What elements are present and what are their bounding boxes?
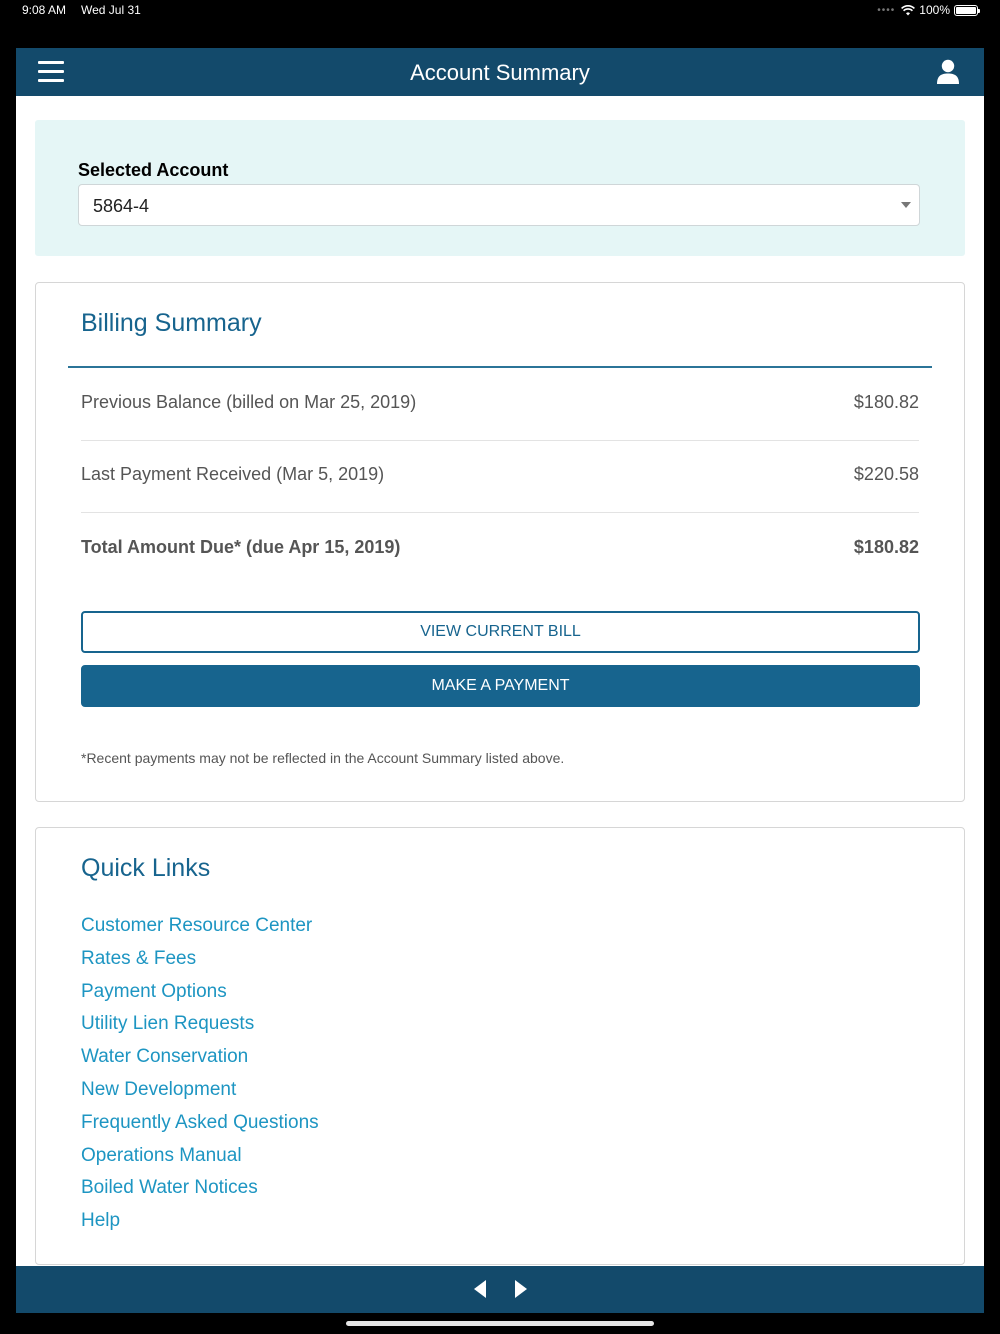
quick-link-customer-resource-center[interactable]: Customer Resource Center bbox=[81, 915, 313, 936]
billing-summary-title: Billing Summary bbox=[81, 309, 262, 337]
bill-row-previous-balance bbox=[81, 369, 919, 441]
battery-percent: 100% bbox=[919, 3, 950, 17]
quick-link-faq[interactable]: Frequently Asked Questions bbox=[81, 1111, 319, 1133]
account-dropdown-value: 5864-4 bbox=[93, 196, 150, 216]
bottom-toolbar bbox=[16, 1266, 984, 1313]
quick-links-list bbox=[81, 914, 319, 1242]
account-dropdown[interactable] bbox=[78, 184, 920, 226]
home-indicator[interactable] bbox=[346, 1321, 654, 1326]
account-selector-panel bbox=[35, 120, 965, 256]
bill-row-label: Total Amount Due* (due Apr 15, 2019) bbox=[81, 537, 401, 557]
quick-link-rates-fees[interactable]: Rates & Fees bbox=[81, 947, 197, 969]
quick-links-card bbox=[35, 827, 965, 1265]
battery-icon bbox=[954, 5, 978, 16]
status-date: Wed Jul 31 bbox=[81, 3, 141, 17]
bill-row-amount: $180.82 bbox=[853, 537, 919, 557]
view-current-bill-button[interactable]: VIEW CURRENT BILL bbox=[81, 611, 920, 653]
status-indicators bbox=[877, 3, 978, 17]
quick-link-help[interactable]: Help bbox=[81, 1210, 121, 1232]
cellular-dots-icon: •••• bbox=[877, 4, 896, 16]
quick-links-title: Quick Links bbox=[81, 854, 211, 882]
quick-link-payment-options[interactable]: Payment Options bbox=[81, 980, 227, 1002]
bill-row-last-payment bbox=[81, 441, 919, 513]
forward-arrow-icon[interactable] bbox=[515, 1280, 527, 1298]
quick-link-new-development[interactable]: New Development bbox=[81, 1078, 237, 1100]
status-bar bbox=[0, 0, 1000, 22]
make-payment-button[interactable]: MAKE A PAYMENT bbox=[81, 665, 920, 707]
selected-account-label: Selected Account bbox=[78, 160, 229, 180]
top-navbar bbox=[16, 48, 984, 96]
quick-link-utility-lien-requests[interactable]: Utility Lien Requests bbox=[81, 1013, 255, 1035]
bill-row-label: Last Payment Received (Mar 5, 2019) bbox=[81, 464, 385, 484]
bill-row-total-due bbox=[81, 514, 919, 586]
user-profile-icon[interactable] bbox=[936, 59, 960, 85]
billing-summary-card bbox=[35, 282, 965, 802]
page-title: Account Summary bbox=[410, 60, 590, 85]
chevron-down-icon bbox=[901, 202, 911, 208]
status-time: 9:08 AM bbox=[22, 3, 67, 17]
bill-row-amount: $180.82 bbox=[853, 392, 919, 412]
quick-link-operations-manual[interactable]: Operations Manual bbox=[81, 1144, 242, 1166]
back-arrow-icon[interactable] bbox=[474, 1280, 486, 1298]
wifi-icon bbox=[901, 5, 915, 16]
payment-footnote: *Recent payments may not be reflected in the Account Summary listed above. bbox=[81, 750, 565, 766]
bill-row-label: Previous Balance (billed on Mar 25, 2019) bbox=[81, 392, 417, 412]
app-window bbox=[16, 48, 984, 1313]
bill-row-amount: $220.58 bbox=[853, 464, 919, 484]
quick-link-boiled-water-notices[interactable]: Boiled Water Notices bbox=[81, 1177, 258, 1199]
billing-divider bbox=[68, 366, 932, 368]
quick-link-water-conservation[interactable]: Water Conservation bbox=[81, 1046, 249, 1068]
